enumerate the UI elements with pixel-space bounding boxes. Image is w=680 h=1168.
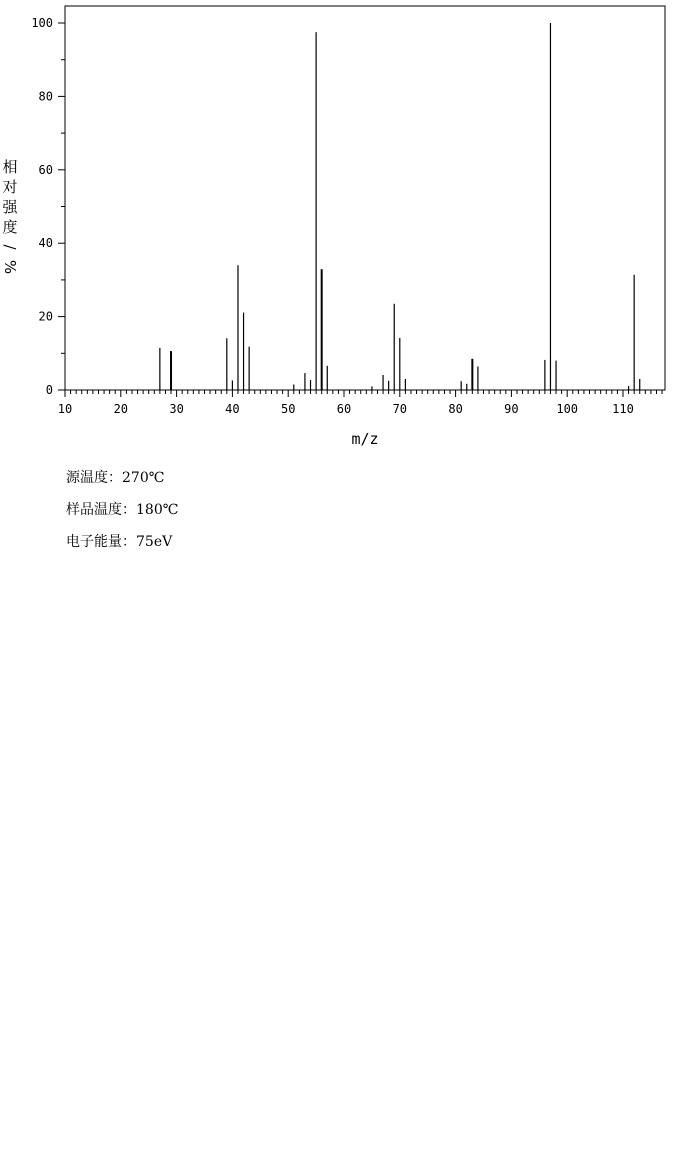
y-axis-label-char: 强 [2, 198, 18, 216]
condition-value: 75eV [136, 534, 173, 550]
condition-value: 180℃ [136, 502, 179, 518]
y-axis-ticks [31, 16, 65, 397]
y-axis-label-char: 对 [2, 178, 18, 196]
condition-label: 源温度： [66, 470, 122, 486]
x-tick-label: 40 [225, 402, 240, 416]
x-tick-label: 50 [280, 402, 296, 416]
y-tick-label: 0 [45, 383, 53, 397]
condition-line [66, 470, 164, 486]
condition-value: 270℃ [122, 470, 165, 486]
condition-label: 电子能量： [66, 534, 136, 550]
x-tick-label: 100 [556, 402, 579, 416]
x-tick-label: 90 [504, 402, 519, 416]
x-axis-ticks [58, 390, 662, 416]
y-axis-label-char: 度 [2, 218, 18, 236]
y-tick-label: 40 [38, 236, 53, 251]
plot-frame [65, 6, 665, 390]
spectrum-peaks [160, 23, 640, 390]
x-tick-label: 60 [336, 402, 352, 416]
y-axis-label [1, 158, 19, 274]
condition-line [66, 534, 172, 550]
y-tick-label: 20 [38, 309, 53, 324]
y-tick-label: 80 [38, 89, 53, 104]
condition-line [66, 502, 178, 518]
mass-spectrum-chart [0, 0, 680, 455]
y-axis-label-char: / [1, 244, 19, 250]
y-tick-label: 100 [31, 16, 53, 30]
condition-label: 样品温度： [66, 502, 136, 518]
y-tick-label: 60 [38, 162, 53, 177]
x-tick-label: 10 [57, 402, 73, 416]
x-tick-label: 20 [113, 402, 129, 416]
x-axis-label: m/z [351, 430, 379, 448]
x-tick-label: 70 [392, 402, 408, 416]
x-tick-label: 110 [612, 402, 634, 416]
x-tick-label: 30 [169, 402, 184, 416]
x-tick-label: 80 [448, 402, 463, 416]
y-axis-label-char: 相 [2, 158, 18, 176]
y-axis-label-char: % [1, 259, 19, 275]
